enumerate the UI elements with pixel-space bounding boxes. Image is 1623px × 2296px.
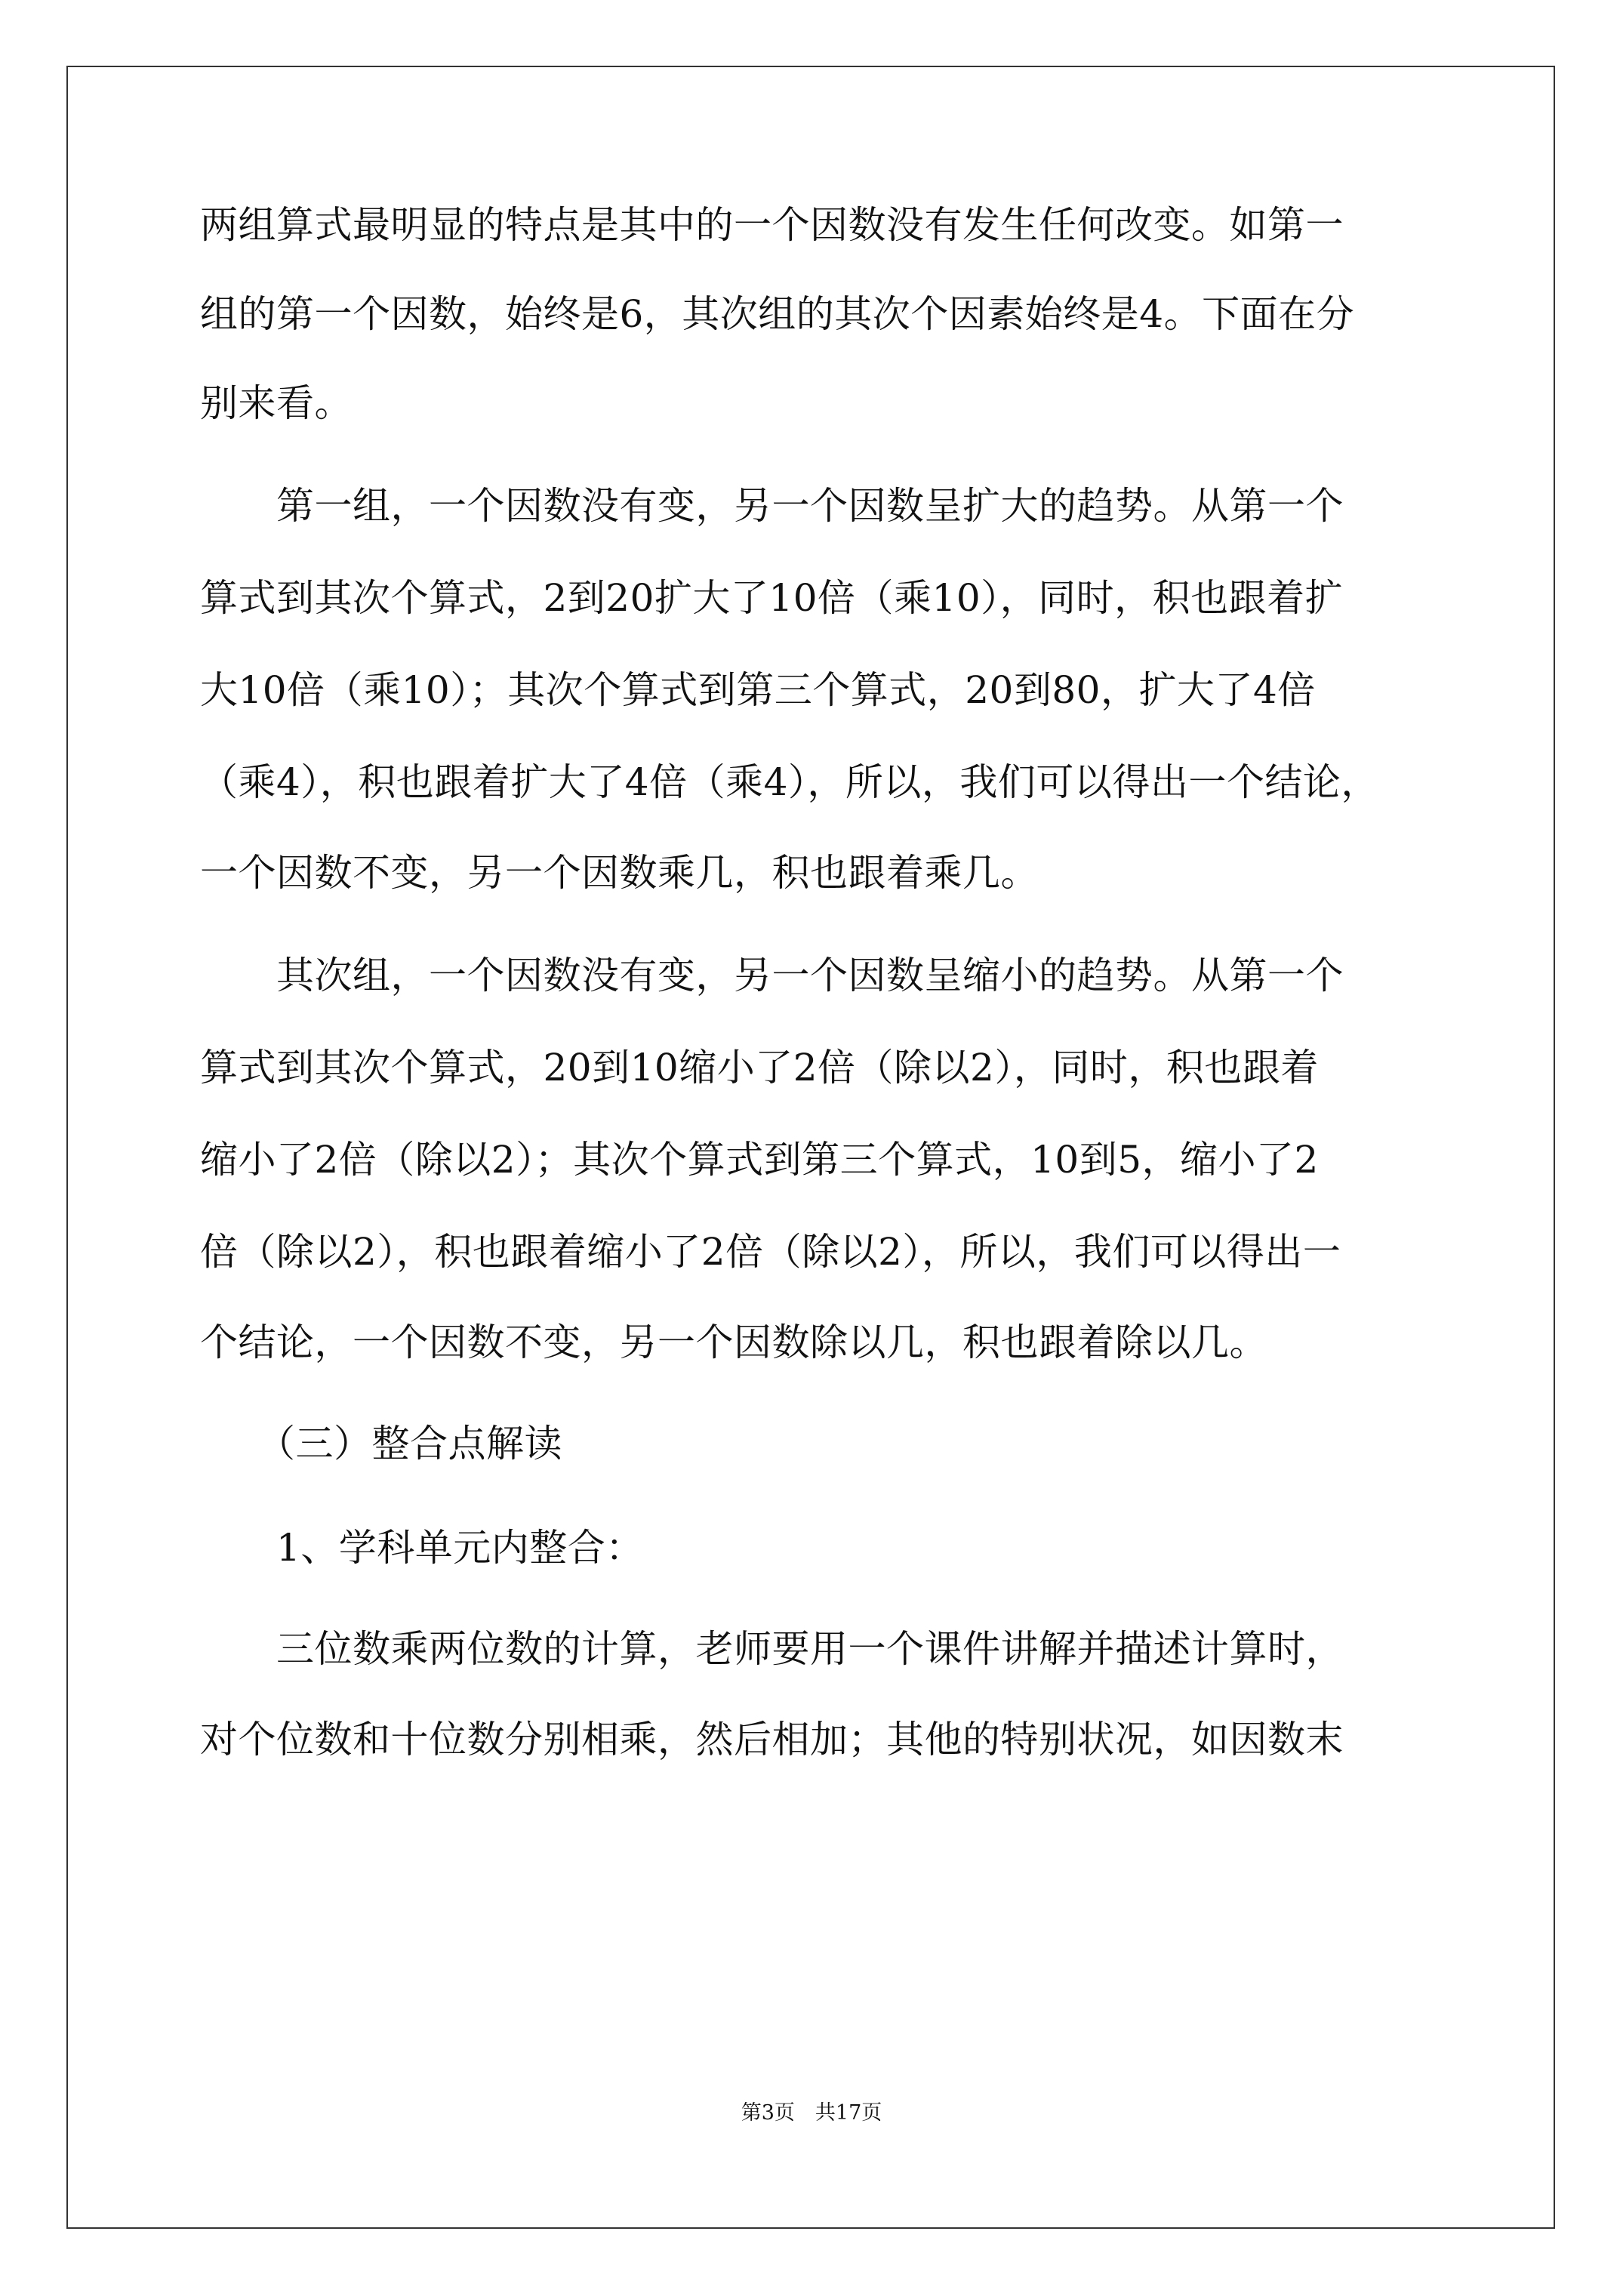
page-number-footer: 第3页 共17页 bbox=[741, 2101, 882, 2125]
text-line-13: 个结论，一个因数不变，另一个因数除以几，积也跟着除以几。 bbox=[200, 1321, 1267, 1364]
text-line-10: 算式到其次个算式，20到10缩小了2倍（除以2），同时，积也跟着 bbox=[200, 1046, 1319, 1089]
text-line-16: 三位数乘两位数的计算，老师要用一个课件讲解并描述计算时， bbox=[200, 1627, 1344, 1671]
text-line-5: 算式到其次个算式，2到20扩大了10倍（乘10），同时，积也跟着扩 bbox=[200, 576, 1344, 620]
subsection-heading: 1、学科单元内整合： bbox=[200, 1526, 644, 1570]
text-line-1: 两组算式最明显的特点是其中的一个因数没有发生任何改变。如第一 bbox=[200, 203, 1344, 247]
text-line-3: 别来看。 bbox=[200, 381, 353, 425]
text-line-8: 一个因数不变，另一个因数乘几，积也跟着乘几。 bbox=[200, 851, 1039, 895]
text-line-4: 第一组，一个因数没有变，另一个因数呈扩大的趋势。从第一个 bbox=[200, 484, 1344, 528]
text-line-2: 组的第一个因数，始终是6，其次组的其次个因素始终是4。下面在分 bbox=[200, 292, 1355, 336]
text-line-9: 其次组，一个因数没有变，另一个因数呈缩小的趋势。从第一个 bbox=[200, 954, 1344, 997]
text-line-7: （乘4），积也跟着扩大了4倍（乘4），所以，我们可以得出一个结论， bbox=[200, 760, 1379, 804]
section-heading: （三）整合点解读 bbox=[200, 1422, 562, 1465]
text-line-11: 缩小了2倍（除以2）；其次个算式到第三个算式，10到5，缩小了2 bbox=[200, 1138, 1319, 1182]
text-line-12: 倍（除以2），积也跟着缩小了2倍（除以2），所以，我们可以得出一 bbox=[200, 1230, 1341, 1274]
text-line-6: 大10倍（乘10）；其次个算式到第三个算式，20到80，扩大了4倍 bbox=[200, 668, 1316, 712]
text-line-17: 对个位数和十位数分别相乘，然后相加；其他的特别状况，如因数末 bbox=[200, 1718, 1344, 1761]
